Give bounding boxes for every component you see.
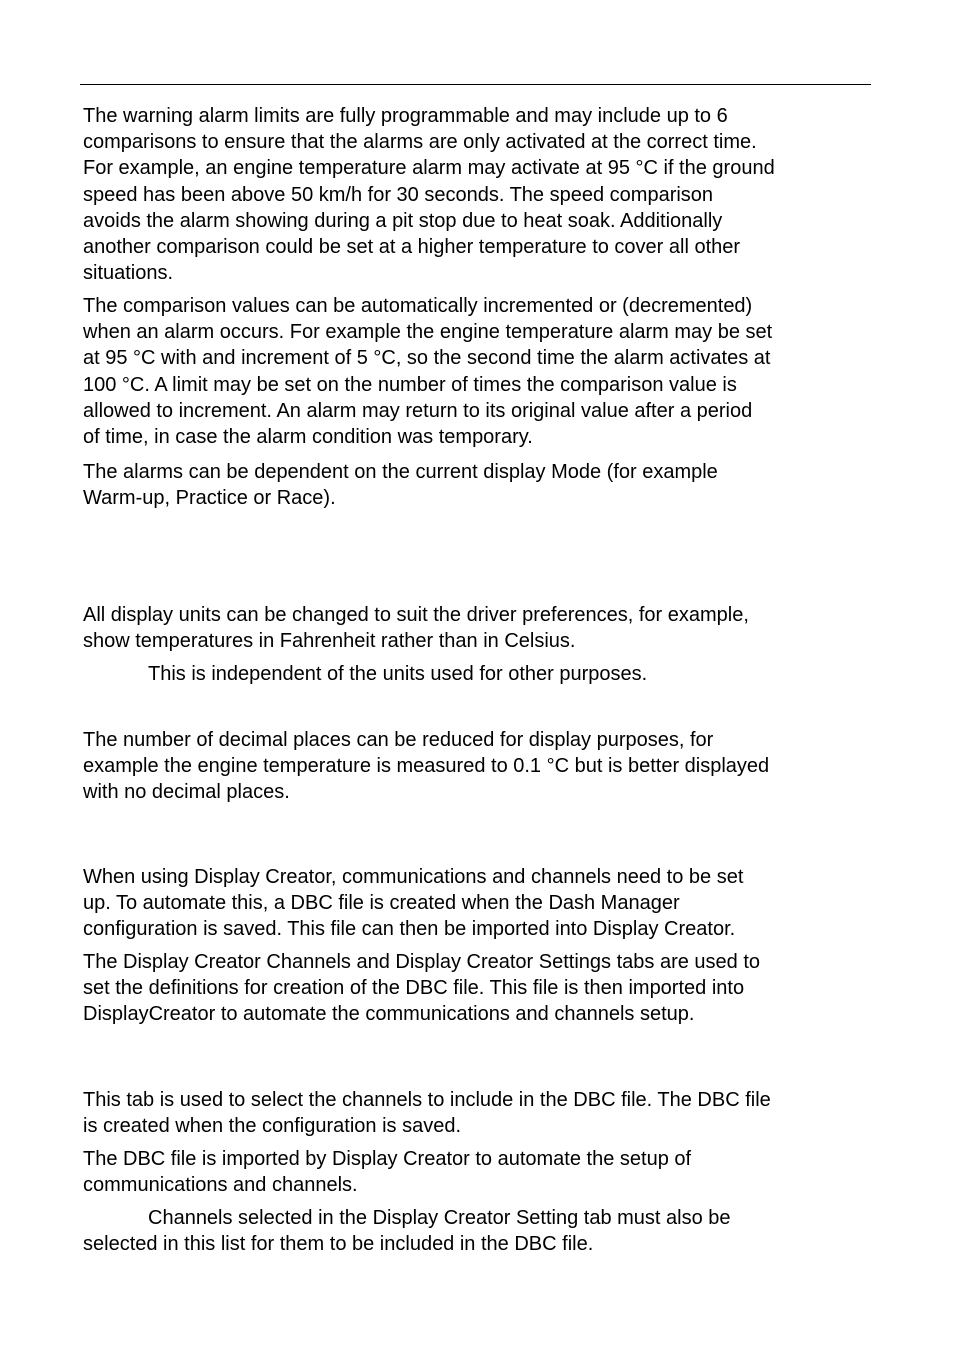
paragraph-decimal-places: The number of decimal places can be reduced for display purposes, for example the engine temperature is measured to 0.1 °C but is better displayed with no decimal places. [83,729,770,804]
paragraph-display-creator-tabs: The Display Creator Channels and Display Creator Settings tabs are used to set the definitions for creation of the DBC file. This file is then imported into DisplayCreator to automate the communications and channels setup. [83,951,761,1026]
note-units-independent: This is independent of the units used for other purposes. [148,663,648,685]
note-channels-line1: Channels selected in the Display Creator Setting tab must also be [148,1207,731,1229]
header-rule [80,84,871,85]
paragraph-comparison-increment: The comparison values can be automatically incremented or (decremented) when an alarm occurs. For example the engine temperature alarm may be set at 95 °C with and increment of 5 °C, so the second time the alarm activates at 100 °C. A limit may be set on the number of times the comparison value is allowed to increment. An alarm may return to its original value after a period of time, in case the alarm condition was temporary. [83,295,773,449]
paragraph-alarm-limits: The warning alarm limits are fully programmable and may include up to 6 comparisons to ensure that the alarms are only activated at the correct time. For example, an engine temperature alarm may activate at 95 °C if the ground speed has been above 50 km/h for 30 seconds. The speed comparison avoids the alarm showing during a pit stop due to heat soak. Additionally another comparison could be set at a higher temperature to cover all other situations. [83,105,775,285]
note-channels-selected [83,1205,883,1257]
paragraph-display-creator-intro: When using Display Creator, communications and channels need to be set up. To automate this, a DBC file is created when the Dash Manager configuration is saved. This file can then be imported into Display Creator. [83,866,744,941]
paragraph-channels-tab: This tab is used to select the channels to include in the DBC file. The DBC file is created when the configuration is saved. [83,1089,771,1138]
note-channels-line2: selected in this list for them to be included in the DBC file. [83,1233,594,1256]
paragraph-alarm-display-mode: The alarms can be dependent on the current display Mode (for example Warm-up, Practice or Race). [83,461,718,510]
paragraph-dbc-import: The DBC file is imported by Display Creator to automate the setup of communications and channels. [83,1148,692,1197]
paragraph-display-units: All display units can be changed to suit the driver preferences, for example, show temperatures in Fahrenheit rather than in Celsius. [83,604,749,653]
